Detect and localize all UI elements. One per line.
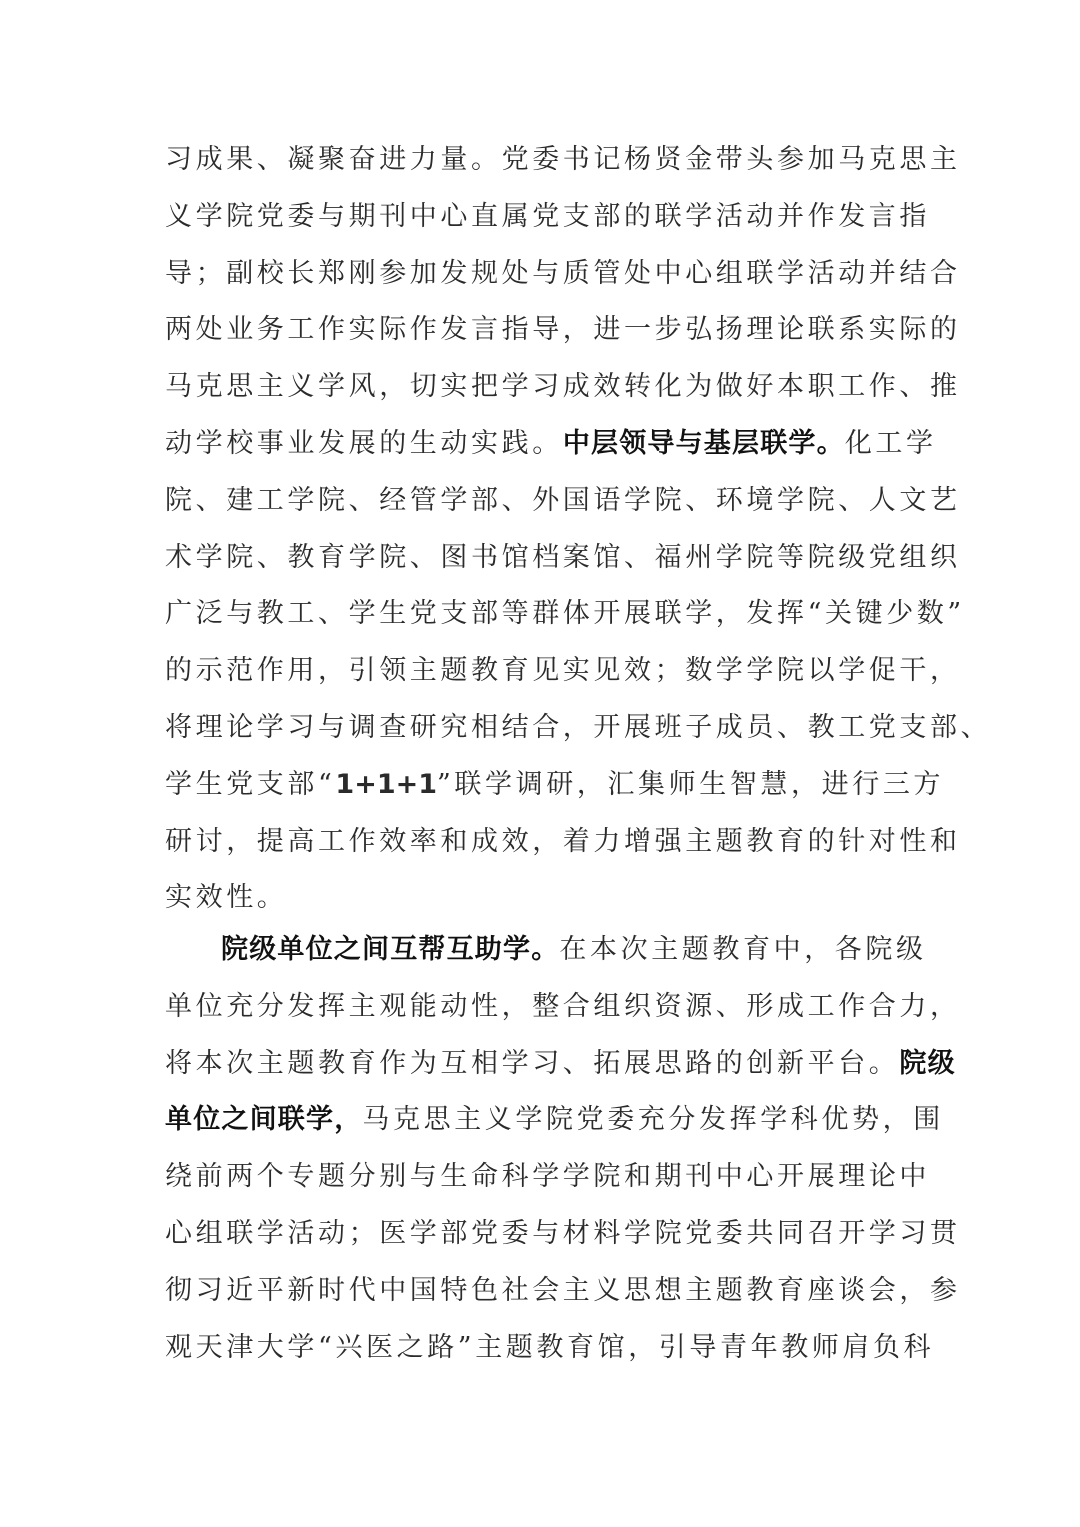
text-line: 将理论学习与调查研究相结合，开展班子成员、教工党支部、 (165, 711, 992, 743)
text-line: 研讨，提高工作效率和成效，着力增强主题教育的针对性和 (165, 825, 961, 857)
text-line (165, 1092, 944, 1149)
text-line: 实效性。 (165, 882, 288, 914)
text-line: 彻习近平新时代中国特色社会主义思想主题教育座谈会，参 (165, 1274, 961, 1306)
text-line: 心组联学活动；医学部党委与材料学院党委共同召开学习贯 (165, 1217, 961, 1249)
text-run: 动学校事业发展的生动实践。 (165, 427, 563, 459)
text-line: 两处业务工作实际作发言指导，进一步弘扬理论联系实际的 (165, 314, 961, 346)
text-line: 广泛与教工、学生党支部等群体开展联学，发挥“关键少数” (165, 598, 965, 630)
text-line: 院、建工学院、经管学部、外国语学院、环境学院、人文艺 (165, 484, 961, 516)
text-run: 马克思主义学院党委充分发挥学科优势，围 (362, 1104, 944, 1136)
paragraph-2 (165, 922, 961, 1376)
text-run: 化工学 (844, 427, 937, 459)
paragraph-1 (165, 132, 992, 927)
text-run: 将本次主题教育作为互相学习、拓展思路的创新平台。 (165, 1047, 900, 1079)
number-run: 1+1+1 (335, 768, 438, 800)
text-run: 在本次主题教育中，各院级 (559, 934, 927, 965)
text-run: 学生党支部“ (165, 768, 336, 800)
text-line: 术学院、教育学院、图书馆档案馆、福州学院等院级党组织 (165, 541, 961, 573)
bold-heading-inline: 院级单位之间互帮互助学。 (221, 934, 560, 965)
bold-heading-inline: 单位之间联学， (165, 1104, 363, 1136)
text-run: ”联学调研，汇集师生智慧，进行三方 (437, 768, 945, 800)
text-line: 的示范作用，引领主题教育见实见效；数学学院以学促干， (165, 655, 961, 687)
bold-heading-inline: 中层领导与基层联学。 (562, 427, 845, 459)
bold-heading-inline: 院级 (899, 1047, 956, 1079)
text-line: 绕前两个专题分别与生命科学学院和期刊中心开展理论中 (165, 1161, 930, 1193)
text-line: 习成果、凝聚奋进力量。党委书记杨贤金带头参加马克思主 (165, 144, 961, 175)
text-line (165, 922, 927, 979)
text-line: 观天津大学“兴医之路”主题教育馆，引导青年教师肩负科 (165, 1331, 935, 1363)
text-line (165, 757, 945, 814)
text-line: 马克思主义学风，切实把学习成效转化为做好本职工作、推 (165, 371, 961, 403)
text-line: 义学院党委与期刊中心直属党支部的联学活动并作发言指 (165, 200, 930, 232)
text-line (165, 416, 937, 473)
text-line (165, 1036, 956, 1093)
text-line: 导；副校长郑刚参加发规处与质管处中心组联学活动并结合 (165, 257, 961, 289)
text-line: 单位充分发挥主观能动性，整合组织资源、形成工作合力， (165, 990, 961, 1022)
